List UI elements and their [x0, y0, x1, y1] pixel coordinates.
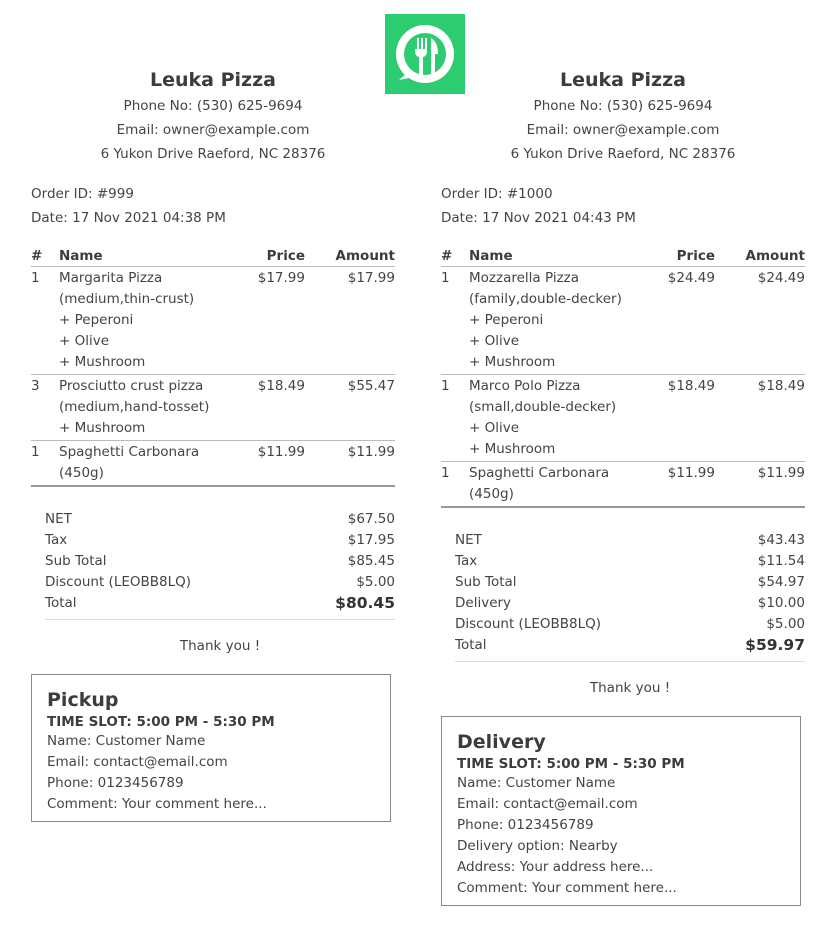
totals-label: Sub Total	[455, 574, 517, 590]
item-extra: + Peperoni	[469, 312, 544, 328]
totals-row	[455, 530, 805, 551]
table-row	[441, 267, 805, 375]
col-header-name: Name	[469, 246, 645, 267]
item-extra: + Mushroom	[59, 420, 146, 436]
item-variant: (medium,hand-tosset)	[59, 399, 210, 415]
totals	[455, 530, 805, 656]
items-header-row	[31, 246, 395, 267]
item-extra: + Peperoni	[59, 312, 134, 328]
item-extra: + Mushroom	[469, 441, 556, 457]
order-date: Date: 17 Nov 2021 04:38 PM	[31, 210, 226, 226]
totals-value: $5.00	[766, 616, 805, 632]
items-table	[441, 246, 805, 508]
totals-value: $10.00	[757, 595, 805, 611]
item-name: Margarita Pizza	[59, 270, 163, 286]
shop-name: Leuka Pizza	[150, 69, 276, 91]
item-variant: (450g)	[59, 465, 104, 481]
item-qty: 3	[31, 375, 59, 441]
shop-phone: Phone No: (530) 625-9694	[533, 98, 713, 114]
receipt-right	[441, 66, 805, 906]
shop-address: 6 Yukon Drive Raeford, NC 28376	[100, 146, 326, 162]
item-amount: $11.99	[305, 441, 395, 487]
receipt-header	[441, 66, 805, 166]
totals-row	[455, 572, 805, 593]
order-info	[441, 182, 805, 230]
item-extra: + Mushroom	[469, 354, 556, 370]
item-name: Mozzarella Pizza	[469, 270, 580, 286]
totals-value: $5.00	[356, 574, 395, 590]
item-amount: $55.47	[305, 375, 395, 441]
shop-address: 6 Yukon Drive Raeford, NC 28376	[510, 146, 736, 162]
item-name-cell	[469, 375, 645, 462]
fulfillment-line: Name: Customer Name	[47, 733, 206, 749]
totals-label: Discount (LEOBB8LQ)	[45, 574, 192, 590]
item-name: Spaghetti Carbonara	[59, 444, 200, 460]
items-header-row	[441, 246, 805, 267]
totals-row	[45, 509, 395, 530]
totals-label: Tax	[455, 553, 478, 569]
table-row	[441, 462, 805, 508]
totals-value: $54.97	[757, 574, 805, 590]
item-price: $17.99	[235, 267, 305, 375]
item-variant: (450g)	[469, 486, 514, 502]
col-header-price: Price	[235, 246, 305, 267]
item-amount: $11.99	[715, 462, 805, 508]
order-id: Order ID: #999	[31, 186, 134, 202]
item-name: Spaghetti Carbonara	[469, 465, 610, 481]
totals-label: Delivery	[455, 595, 512, 611]
fulfillment-line: Comment: Your comment here...	[47, 796, 267, 812]
item-qty: 1	[441, 462, 469, 508]
item-extra: + Olive	[469, 333, 520, 349]
fulfillment-line: Phone: 0123456789	[457, 817, 594, 833]
thank-you-text: Thank you !	[455, 661, 805, 698]
col-header-num: #	[31, 246, 59, 267]
fulfillment-line: Name: Customer Name	[457, 775, 616, 791]
fulfillment-box	[31, 674, 391, 822]
item-qty: 1	[441, 267, 469, 375]
item-name-cell	[469, 267, 645, 375]
totals-value: $17.95	[347, 532, 395, 548]
totals	[45, 509, 395, 614]
item-name-cell	[59, 375, 235, 441]
item-price: $18.49	[645, 375, 715, 462]
item-amount: $24.49	[715, 267, 805, 375]
item-amount: $18.49	[715, 375, 805, 462]
items-table	[31, 246, 395, 487]
receipt-header	[31, 66, 395, 166]
fulfillment-line: Address: Your address here...	[457, 859, 654, 875]
item-variant: (family,double-decker)	[469, 291, 622, 307]
fulfillment-line: Comment: Your comment here...	[457, 880, 677, 896]
fulfillment-box	[441, 716, 801, 906]
totals-value: $59.97	[745, 636, 805, 654]
totals-value: $43.43	[757, 532, 805, 548]
item-qty: 1	[31, 441, 59, 487]
table-row	[31, 267, 395, 375]
item-name: Prosciutto crust pizza	[59, 378, 204, 394]
item-extra: + Olive	[469, 420, 520, 436]
fulfillment-title: Delivery	[457, 731, 546, 753]
fulfillment-line: Delivery option: Nearby	[457, 838, 618, 854]
order-info	[31, 182, 395, 230]
receipt-left	[31, 66, 395, 822]
totals-label: Total	[455, 637, 487, 653]
totals-value: $67.50	[347, 511, 395, 527]
col-header-name: Name	[59, 246, 235, 267]
shop-email: Email: owner@example.com	[116, 122, 310, 138]
item-extra: + Mushroom	[59, 354, 146, 370]
item-variant: (medium,thin-crust)	[59, 291, 195, 307]
totals-row	[455, 551, 805, 572]
col-header-amount: Amount	[715, 246, 805, 267]
thank-you-text: Thank you !	[45, 619, 395, 656]
table-row	[441, 375, 805, 462]
item-variant: (small,double-decker)	[469, 399, 617, 415]
item-price: $11.99	[645, 462, 715, 508]
item-name-cell	[59, 267, 235, 375]
totals-value: $11.54	[757, 553, 805, 569]
item-qty: 1	[441, 375, 469, 462]
col-header-amount: Amount	[305, 246, 395, 267]
item-name-cell	[59, 441, 235, 487]
item-name-cell	[469, 462, 645, 508]
total-row	[45, 593, 395, 614]
totals-row	[45, 551, 395, 572]
item-price: $11.99	[235, 441, 305, 487]
item-extra: + Olive	[59, 333, 110, 349]
fulfillment-line: Phone: 0123456789	[47, 775, 184, 791]
total-row	[455, 635, 805, 656]
totals-label: Total	[45, 595, 77, 611]
order-id: Order ID: #1000	[441, 186, 553, 202]
item-price: $24.49	[645, 267, 715, 375]
col-header-price: Price	[645, 246, 715, 267]
totals-label: Discount (LEOBB8LQ)	[455, 616, 602, 632]
totals-label: NET	[45, 511, 72, 527]
shop-email: Email: owner@example.com	[526, 122, 720, 138]
order-date: Date: 17 Nov 2021 04:43 PM	[441, 210, 636, 226]
totals-row	[455, 614, 805, 635]
totals-row	[455, 593, 805, 614]
shop-phone: Phone No: (530) 625-9694	[123, 98, 303, 114]
item-qty: 1	[31, 267, 59, 375]
item-name: Marco Polo Pizza	[469, 378, 581, 394]
totals-row	[45, 530, 395, 551]
time-slot: TIME SLOT: 5:00 PM - 5:30 PM	[457, 756, 685, 772]
table-row	[31, 441, 395, 487]
totals-row	[45, 572, 395, 593]
fulfillment-title: Pickup	[47, 689, 119, 711]
shop-name: Leuka Pizza	[560, 69, 686, 91]
item-amount: $17.99	[305, 267, 395, 375]
totals-label: NET	[455, 532, 482, 548]
item-price: $18.49	[235, 375, 305, 441]
totals-value: $85.45	[347, 553, 395, 569]
fulfillment-line: Email: contact@email.com	[47, 754, 228, 770]
totals-label: Tax	[45, 532, 68, 548]
table-row	[31, 375, 395, 441]
col-header-num: #	[441, 246, 469, 267]
totals-label: Sub Total	[45, 553, 107, 569]
time-slot: TIME SLOT: 5:00 PM - 5:30 PM	[47, 714, 275, 730]
fulfillment-line: Email: contact@email.com	[457, 796, 638, 812]
totals-value: $80.45	[335, 594, 395, 612]
